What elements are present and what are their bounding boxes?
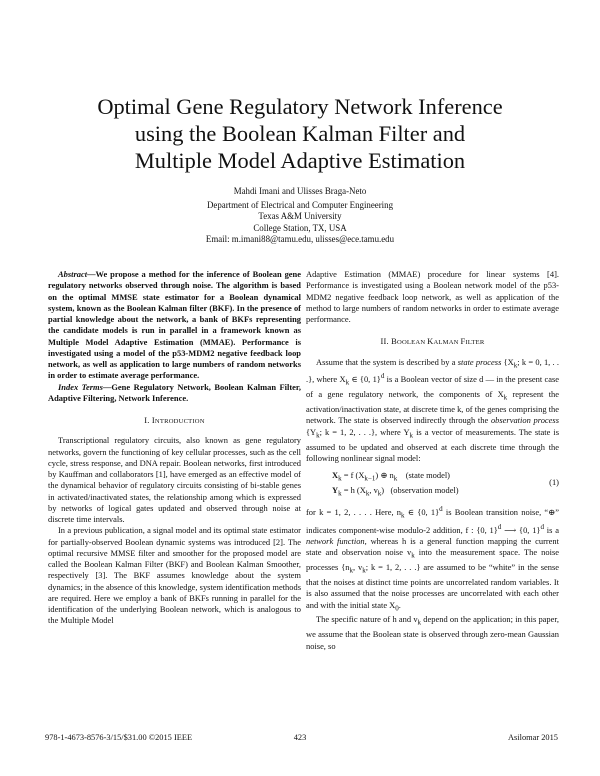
author-email: Email: m.imani88@tamu.edu, ulisses@ece.tamu.edu	[205, 234, 395, 245]
footer-isbn: 978-1-4673-8576-3/15/$31.00 ©2015 IEEE	[45, 733, 193, 742]
observation-equation: $Y_k = h$ ($X_k$, $v_k$) (observation model)	[332, 485, 459, 498]
equation-number: (1)	[549, 477, 559, 488]
paragraph: Transcriptional regulatory circuits, also known as gene regulatory networks, govern the functioning of key cellular processes, such as the cell cycle, stress response, and DNA repair. Boolean networks, first introduced by Kauffman and collaborators [1], have emerged as an effective model of the dynamical behavior of regulatory circuits consisting of bi-stable genes in activated/inactivated states, the relationship among which is expressed by networks of logical gates updated and observed through noise at discrete time intervals.	[48, 435, 301, 524]
abstract-text: —We propose a method for the inference of Boolean gene regulatory networks observed through noise. The algorithm is based on the optimal MMSE state estimator for a Boolean dynamical system, known as the Boolean Kalman filter (BKF). In the presence of partial knowledge about the network, a bank of BKFs representing the candidate models is run in parallel in a framework known as Multiple Model Adaptive Estimation (MMAE). Performance is investigated using a model of the p53-MDM2 negative feedback loop network, as well as application to large numbers of random networks in order to estimate average performance.	[48, 269, 301, 381]
paragraph: Adaptive Estimation (MMAE) procedure for linear systems [4]. Performance is investigated using a Boolean network model of the p53-MDM2 negative feedback loop network, as well as application of the method to large numbers of random networks in order to estimate average performance.	[306, 269, 559, 324]
title-line: using the Boolean Kalman Filter and	[134, 121, 466, 146]
title-line: Multiple Model Adaptive Estimation	[134, 148, 466, 173]
left-column	[48, 269, 301, 627]
abstract	[48, 269, 301, 382]
abstract-label: Abstract	[58, 269, 88, 279]
paragraph: for k = 1, 2, . . . . Here, $n_k$ ∈ {0, 1}$^d$ is Boolean transition noise, “⊕” indicates component-wise modulo-2 addition, f : {0, 1}$^d$ ⟶ {0, 1}$^d$ is a network function, whereas h is a general function mapping the current state and observation noise $v_k$ into the measurement space. The noise processes {$n_k$, $v_k$; k = 1, 2, . . .} are assumed to be “white” in the sense that the noises at distinct time points are uncorrelated random variables. It is also assumed that the noise processes are uncorrelated with each other and with the initial state $X_0$.	[306, 505, 559, 613]
author-university: Texas A&M University	[258, 211, 342, 222]
index-terms-label: Index Terms	[58, 381, 103, 392]
footer-conference: Asilomar 2015	[507, 733, 558, 742]
page-number: 423	[293, 733, 307, 742]
right-column	[306, 269, 559, 652]
paper-title	[40, 93, 560, 174]
author-names: Mahdi Imani and Ulisses Braga-Neto	[233, 186, 367, 196]
author-department: Department of Electrical and Computer Engineering	[206, 199, 394, 210]
index-terms	[48, 382, 301, 405]
author-location: College Station, TX, USA	[253, 222, 347, 233]
index-terms-text: —Gene Regulatory Network, Boolean Kalman Filter, Adaptive Filtering, Network Inference.	[48, 381, 301, 403]
author-block	[40, 186, 560, 246]
equation-1	[306, 468, 559, 498]
section-heading-introduction: I. INTRODUCTION	[144, 415, 205, 425]
paragraph: The specific nature of h and $v_k$ depend on the application; in this paper, we assume that the Boolean state is observed through zero-mean Gaussian noise, so	[306, 614, 559, 651]
state-equation: $X_k = f$ $(X_{k-1})$ ⊕ $n_k$ (state model)	[332, 470, 450, 483]
paragraph: In a previous publication, a signal model and its optimal state estimator for partially-observed Boolean dynamic systems was introduced [2]. The optimal recursive MMSE filter and smoother for the proposed model are called the Boolean Kalman Filter (BKF) and Boolean Kalman Smoother, respectively [3]. The BKF assumes knowledge about the system dynamics; in the absence of this knowledge, system identification methods are required. Here we employ a bank of BKFs running in parallel for the identification of the underlying Boolean network, which is analogous to the Multiple Model	[48, 525, 301, 626]
title-line: Optimal Gene Regulatory Network Inference	[97, 94, 503, 119]
paragraph: Assume that the system is described by a state process {$X_k$; k = 0, 1, . . .}, where $X_k$ ∈ {0, 1}$^d$ is a Boolean vector of size d — in the present case of a gene regulatory network, the components of $X_k$ represent the activation/inactivation state, at discrete time k, of the genes comprising the network. The state is observed indirectly through the observation process {$Y_k$; k = 1, 2, . . .}, where $Y_k$ is a vector of measurements. The state is assumed to be updated and observed at each discrete time through the following nonlinear signal model:	[306, 356, 559, 463]
section-heading-boolean-kalman-filter: II. BOOLEAN KALMAN FILTER	[380, 336, 485, 347]
